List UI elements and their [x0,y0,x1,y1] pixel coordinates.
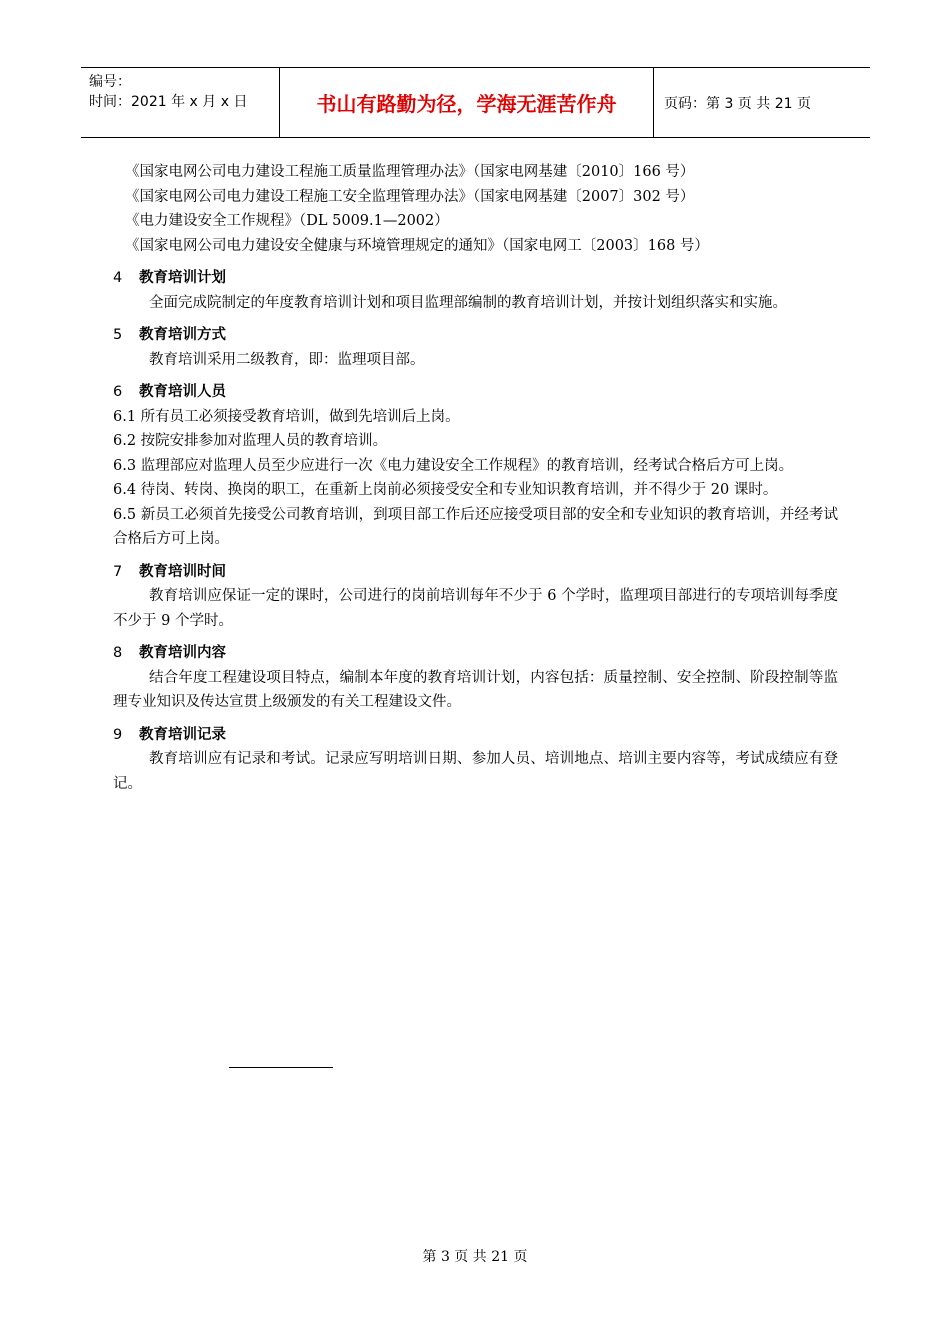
section-number: 7 [113,563,123,580]
section-title: 教育培训内容 [139,645,226,661]
section-title: 教育培训计划 [139,270,226,286]
footnote-separator [229,1067,333,1068]
section-title: 教育培训记录 [139,726,226,743]
section-heading-9 [113,723,838,748]
section-number: 5 [113,327,123,343]
section-paragraph: 结合年度工程建设项目特点，编制本年度的教育培训计划，内容包括：质量控制、安全控制、阶段控制等监理专业知识及传达宣贯上级颁发的有关工程建设文件。 [113,669,838,710]
document-body [113,160,838,796]
number-label: 编号： [89,74,131,90]
header-page-info: 页码：第 3 页 共 21 页 [664,95,811,112]
header-motto: 书山有路勤为径，学海无涯苦作舟 [280,68,654,137]
section-number: 4 [113,270,123,286]
section-heading-8 [113,641,838,666]
section-number: 9 [113,726,123,743]
section-title: 教育培训方式 [139,327,226,343]
list-item: 6.2 按院安排参加对监理人员的教育培训。 [113,433,388,449]
section-paragraph: 教育培训采用二级教育，即：监理项目部。 [149,351,425,368]
section-title: 教育培训人员 [139,384,226,400]
section-paragraph: 教育培训应保证一定的课时，公司进行的岗前培训每年不少于 6 个学时，监理项目部进行的专项培训每季度不少于 9 个学时。 [113,588,838,629]
list-item: 6.1 所有员工必须接受教育培训，做到先培训后上岗。 [113,408,460,425]
section-heading-4 [113,266,838,291]
section-number: 6 [113,384,123,400]
reference-list [113,160,838,258]
reference-item: 《国家电网公司电力建设安全健康与环境管理规定的通知》（国家电网工〔2003〕168 号） [125,237,709,254]
section-paragraph: 全面完成院制定的年度教育培训计划和项目监理部编制的教育培训计划，并按计划组织落实和实施。 [149,294,787,311]
page-footer: 第 3 页 共 21 页 [422,1249,528,1265]
section-heading-7 [113,560,838,585]
section-number: 8 [113,645,123,661]
section-heading-6 [113,380,838,405]
section-paragraph: 教育培训应有记录和考试。记录应写明培训日期、参加人员、培训地点、培训主要内容等，考试成绩应有登记。 [113,751,838,792]
time-label: 时间：2021 年 x 月 x 日 [89,94,248,110]
reference-item: 《国家电网公司电力建设工程施工质量监理管理办法》（国家电网基建〔2010〕166 号） [125,164,695,180]
list-item: 6.5 新员工必须首先接受公司教育培训，到项目部工作后还应接受项目部的安全和专业知识的教育培训，并经考试合格后方可上岗。 [113,506,838,547]
section-heading-5 [113,323,838,348]
reference-item: 《国家电网公司电力建设工程施工安全监理管理办法》（国家电网基建〔2007〕302 号） [125,188,695,205]
list-item: 6.4 待岗、转岗、换岗的职工，在重新上岗前必须接受安全和专业知识教育培训，并不得少于 20 课时。 [113,482,778,498]
document-header [81,67,870,138]
section-title: 教育培训时间 [139,563,226,580]
reference-item: 《电力建设安全工作规程》（DL 5009.1—2002） [125,213,449,229]
list-item: 6.3 监理部应对监理人员至少应进行一次《电力建设安全工作规程》的教育培训，经考试合格后方可上岗。 [113,457,794,474]
header-meta [81,68,280,137]
